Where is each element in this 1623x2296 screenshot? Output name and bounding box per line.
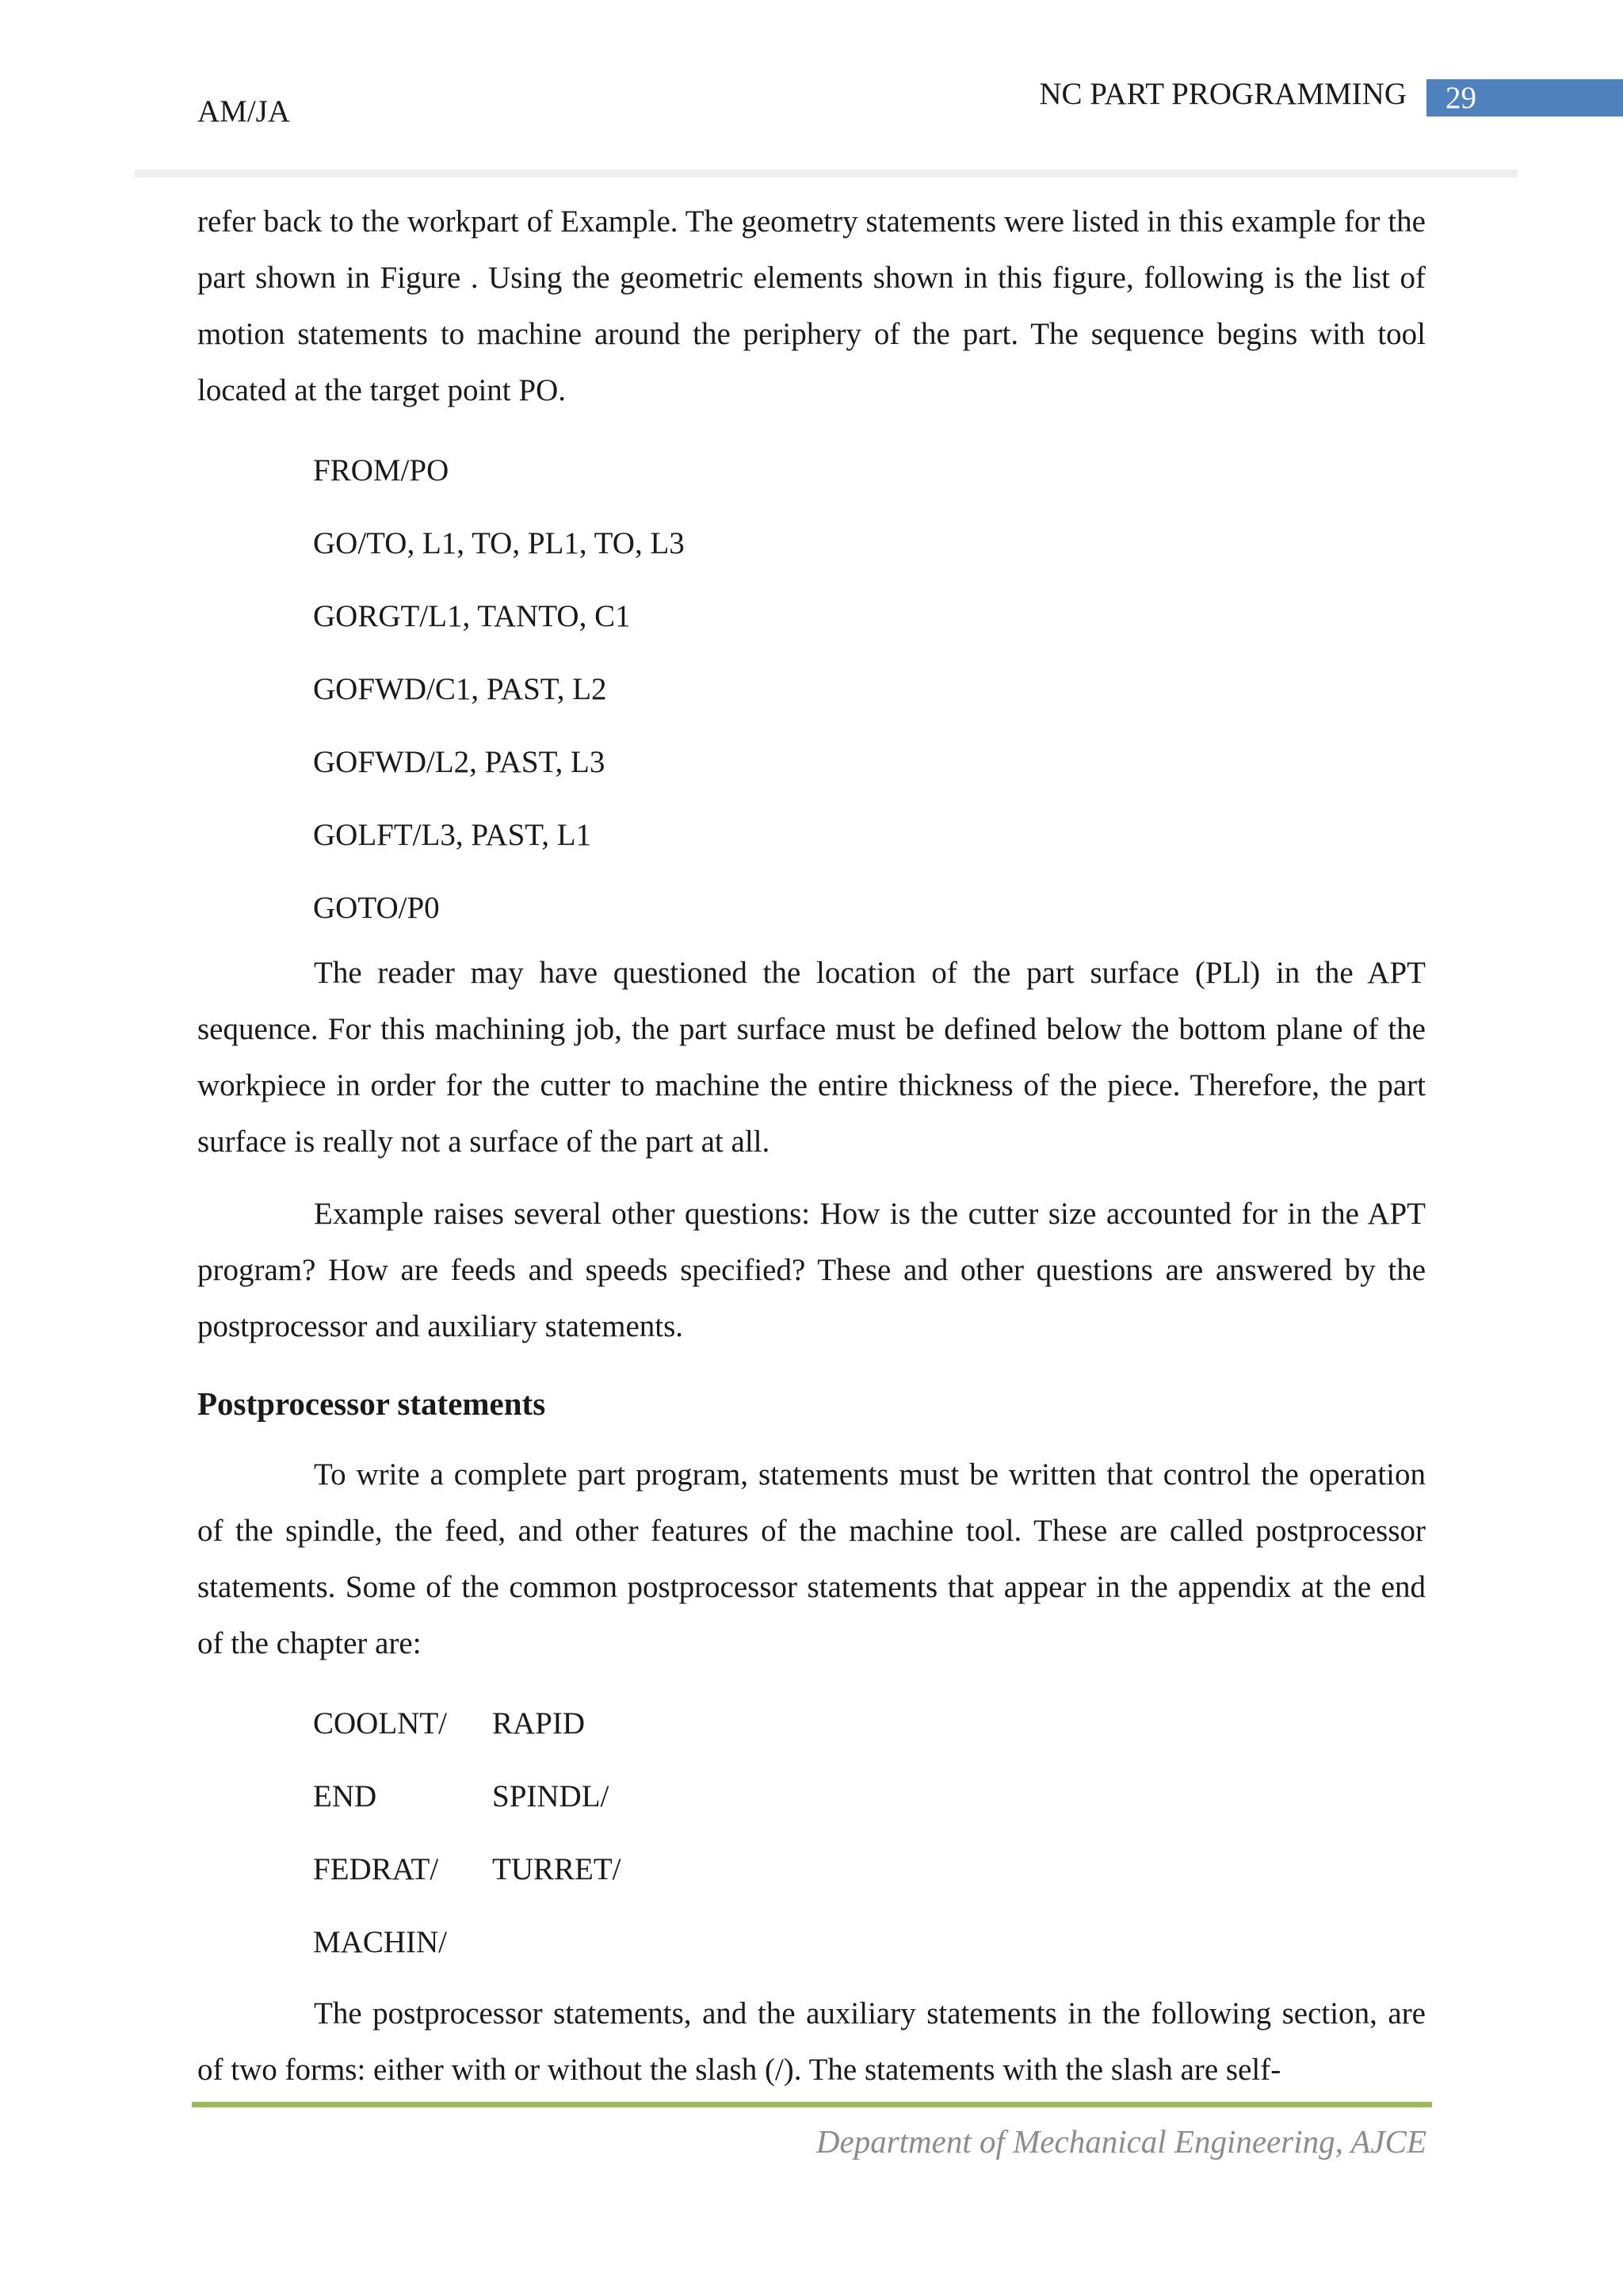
postprocessor-statement bbox=[492, 1906, 730, 1979]
header-title: NC PART PROGRAMMING bbox=[1039, 77, 1407, 111]
paragraph-intro: refer back to the workpart of Example. The geometry statements were listed in this example for the part shown in Figure . Using the geometric elements shown in this figure, following is the list of motion statements to machine around the periphery of the part. The sequence begins with tool located at the target point PO. bbox=[197, 204, 1426, 407]
section-heading: Postprocessor statements bbox=[197, 1385, 546, 1422]
motion-statement: GOFWD/C1, PAST, L2 bbox=[313, 672, 607, 706]
footer-rule bbox=[192, 2102, 1432, 2107]
paragraph-part-surface: The reader may have questioned the location of the part surface (PLl) in the APT sequence. For this machining job, the part surface must be defined below the bottom plane of the workpiece in order for the cutter to machine the entire thickness of the piece. Therefore, the part surface is really not a surface of the part at all. bbox=[197, 956, 1426, 1159]
page-body bbox=[197, 193, 1426, 2114]
motion-statement: FROM/PO bbox=[313, 453, 449, 487]
postprocessor-statement: TURRET/ bbox=[492, 1852, 621, 1886]
postprocessor-statement: COOLNT/ bbox=[313, 1706, 447, 1740]
postprocessor-statement: RAPID bbox=[492, 1706, 586, 1740]
motion-statement-list bbox=[197, 434, 1426, 945]
postprocessor-statement: END bbox=[313, 1779, 377, 1813]
paragraph-statement-forms: The postprocessor statements, and the auxiliary statements in the following section, are of two forms: either with or without the slash (/). The statements with the slash are self- bbox=[197, 1996, 1426, 2087]
postprocessor-statement: FEDRAT/ bbox=[313, 1852, 439, 1886]
motion-statement: GORGT/L1, TANTO, C1 bbox=[313, 599, 631, 633]
header-author: AM/JA bbox=[197, 94, 291, 128]
postprocessor-statement-list bbox=[197, 1687, 1426, 1979]
motion-statement: GOTO/P0 bbox=[313, 891, 440, 925]
page-number: 29 bbox=[1426, 79, 1623, 117]
paragraph-questions: Example raises several other questions: How is the cutter size accounted for in the APT program? How are feeds and speeds specified? These and other questions are answered by the postprocessor and auxiliary statements. bbox=[197, 1197, 1426, 1343]
postprocessor-statement: MACHIN/ bbox=[313, 1925, 448, 1959]
header-rule bbox=[135, 170, 1518, 178]
motion-statement: GOFWD/L2, PAST, L3 bbox=[313, 745, 605, 779]
motion-statement: GO/TO, L1, TO, PL1, TO, L3 bbox=[313, 526, 685, 560]
postprocessor-statement: SPINDL/ bbox=[492, 1779, 609, 1813]
motion-statement: GOLFT/L3, PAST, L1 bbox=[313, 818, 592, 852]
footer-department: Department of Mechanical Engineering, AJCE bbox=[815, 2123, 1426, 2160]
paragraph-postprocessor: To write a complete part program, statements must be written that control the operation of the spindle, the feed, and other features of the machine tool. These are called postprocessor statements. Some of the common postprocessor statements that appear in the appendix at the end of the chapter are: bbox=[197, 1457, 1426, 1660]
